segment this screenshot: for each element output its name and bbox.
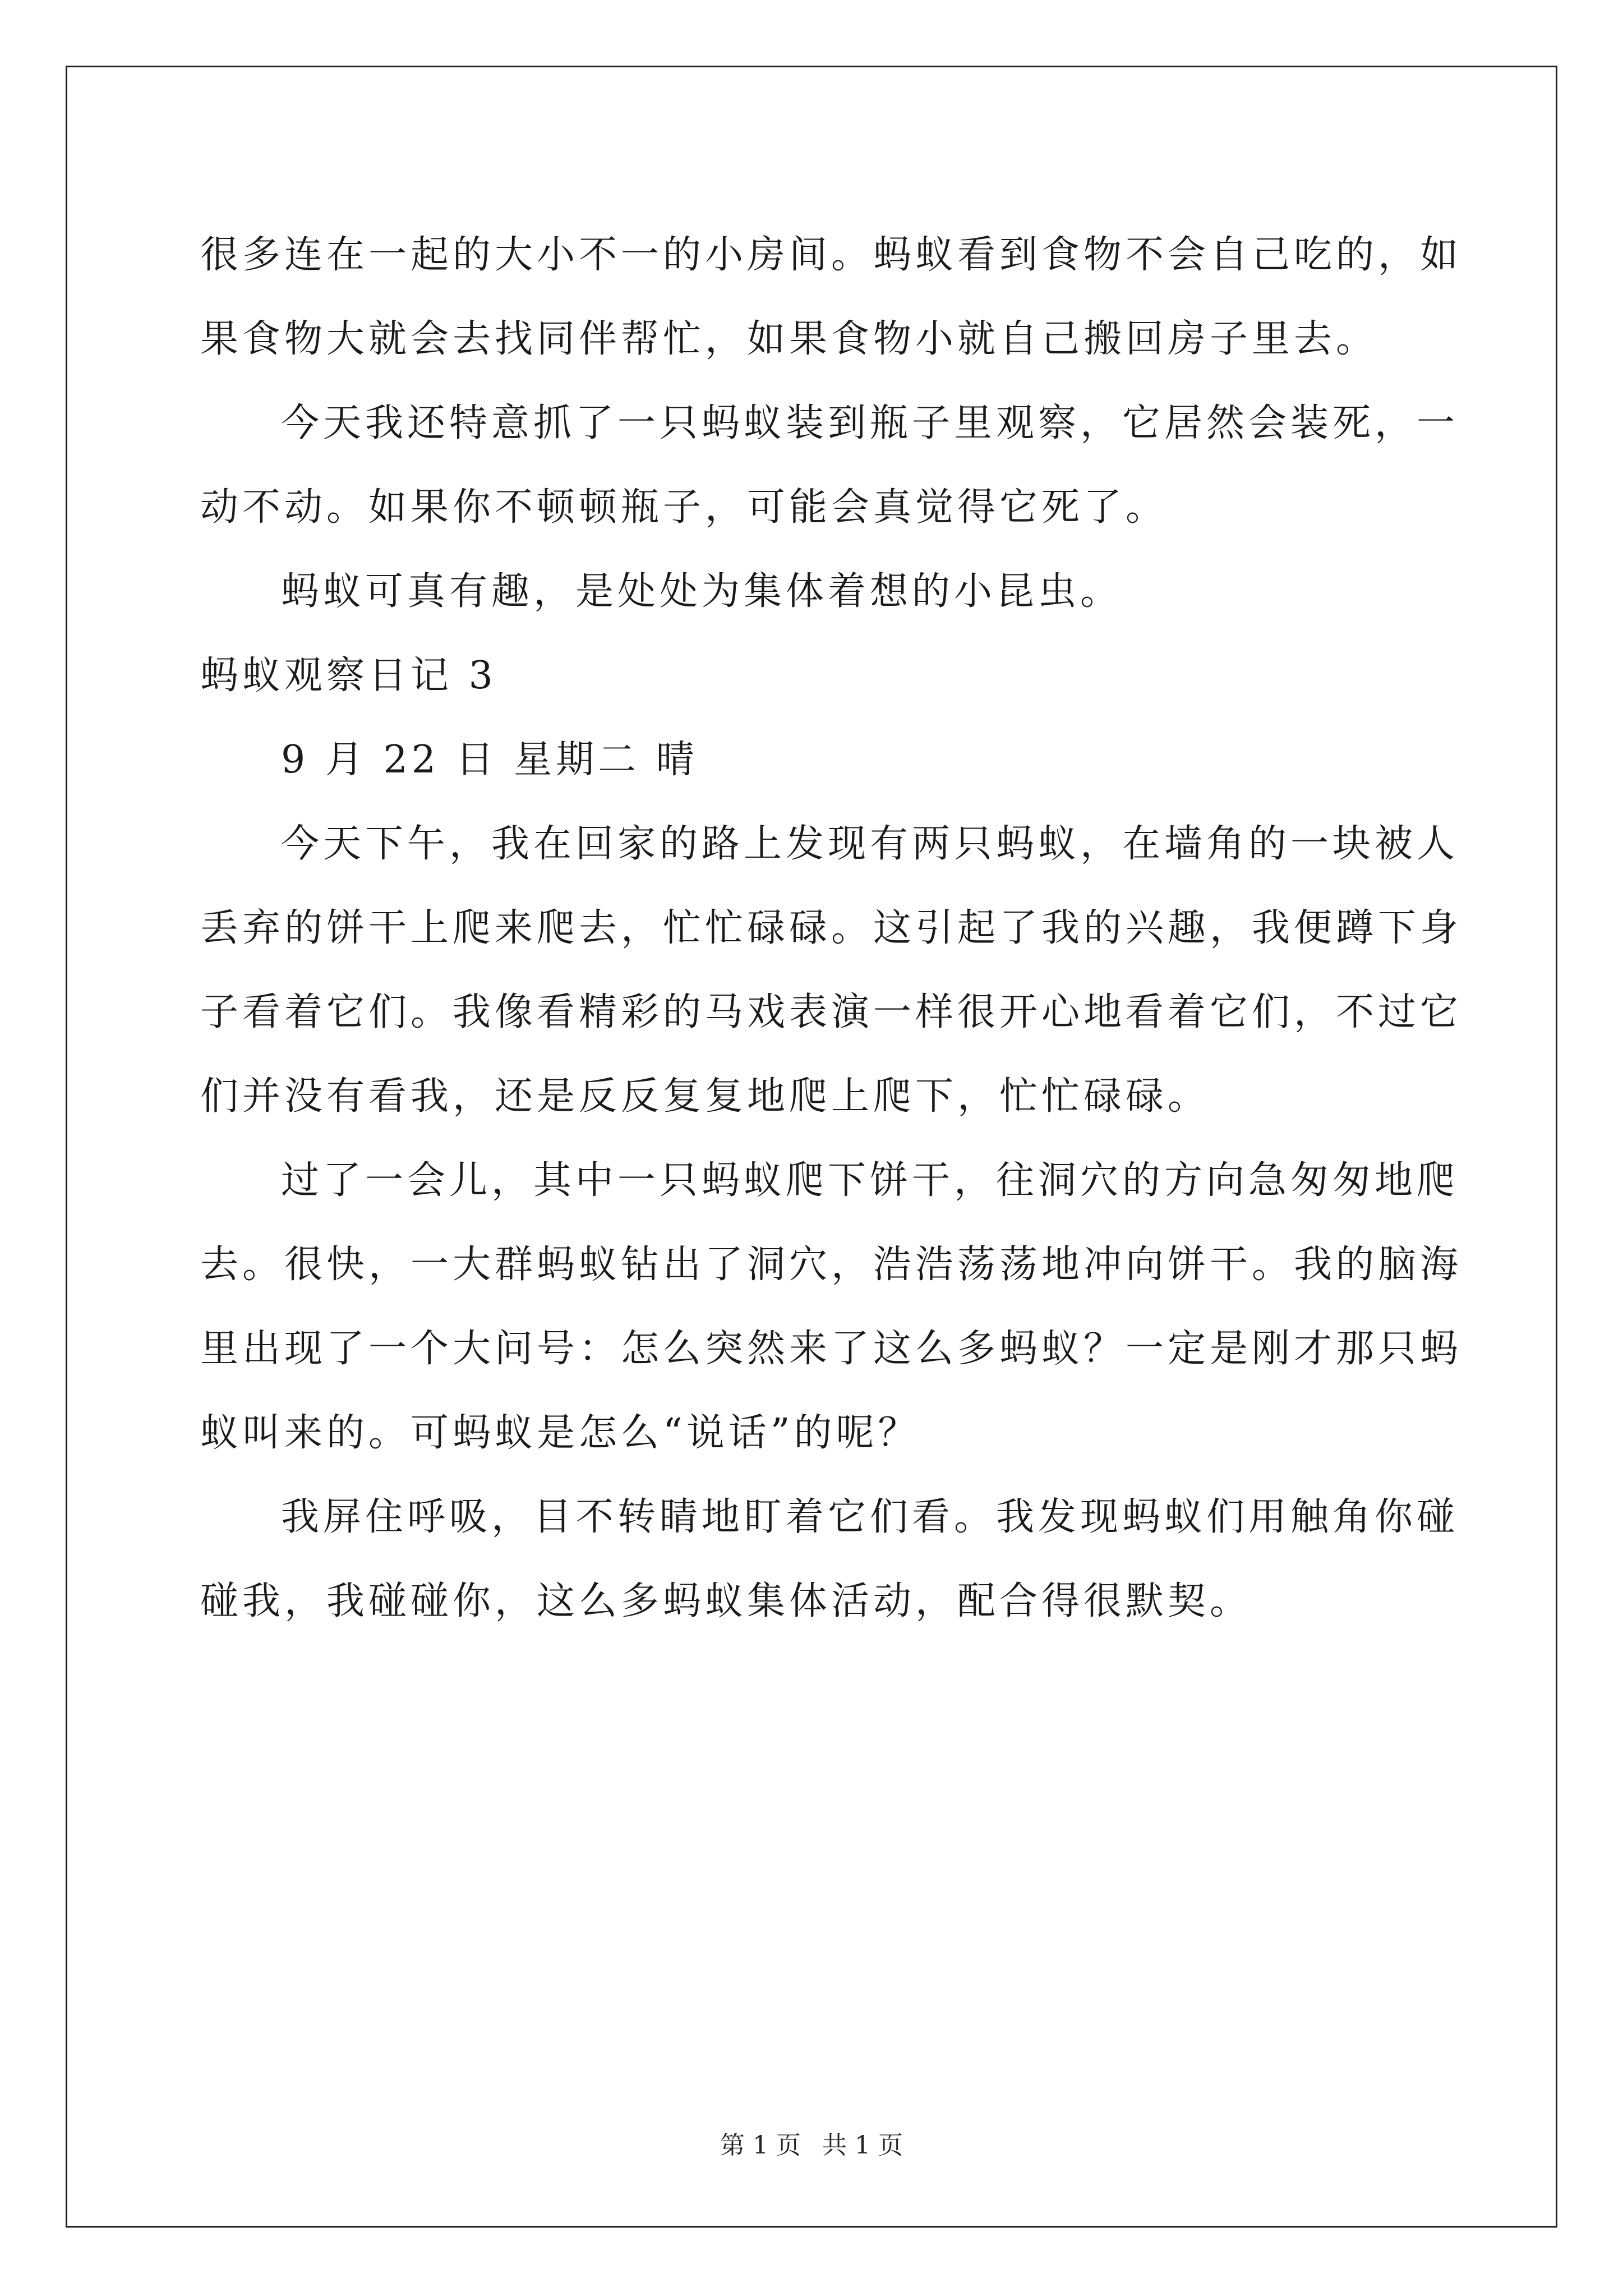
paragraph-start: 今天我还特意抓了一只蚂蚁装到瓶子里观察，它居然会装死，一: [281, 401, 1459, 445]
document-body: [200, 213, 1463, 1644]
text-line: 去。很快，一大群蚂蚁钻出了洞穴，浩浩荡荡地冲向饼干。我的脑海: [200, 1243, 1463, 1287]
paragraph-start: 今天下午，我在回家的路上发现有两只蚂蚁，在墙角的一块被人: [281, 822, 1459, 866]
text-line: 丢弃的饼干上爬来爬去，忙忙碌碌。这引起了我的兴趣，我便蹲下身: [200, 906, 1463, 950]
text-line: 动不动。如果你不顿顿瓶子，可能会真觉得它死了。: [200, 485, 1168, 530]
paragraph-start: 蚂蚁可真有趣，是处处为集体着想的小昆虫。: [281, 569, 1123, 614]
text-line: 很多连在一起的大小不一的小房间。蚂蚁看到食物不会自己吃的，如: [200, 233, 1463, 277]
text-line: 子看着它们。我像看精彩的马戏表演一样很开心地看着它们，不过它: [200, 990, 1463, 1034]
text-line: 蚁叫来的。可蚂蚁是怎么“说话”的呢？: [200, 1411, 920, 1455]
text-line: 碰我，我碰碰你，这么多蚂蚁集体活动，配合得很默契。: [200, 1579, 1252, 1623]
paragraph-start: 过了一会儿，其中一只蚂蚁爬下饼干，往洞穴的方向急匆匆地爬: [281, 1158, 1459, 1203]
date-line: 9 月 22 日 星期二 晴: [281, 738, 698, 782]
paragraph-start: 我屏住呼吸，目不转睛地盯着它们看。我发现蚂蚁们用触角你碰: [281, 1495, 1459, 1539]
page-number: 第 1 页: [720, 2131, 801, 2160]
text-line: 里出现了一个大问号：怎么突然来了这么多蚂蚁？一定是刚才那只蚂: [200, 1327, 1463, 1371]
text-line: 们并没有看我，还是反反复复地爬上爬下，忙忙碌碌。: [200, 1074, 1210, 1119]
page-total: 共 1 页: [822, 2131, 903, 2160]
section-title: 蚂蚁观察日记 3: [200, 654, 497, 698]
text-line: 果食物大就会去找同伴帮忙，如果食物小就自己搬回房子里去。: [200, 317, 1378, 361]
page-footer: [0, 2129, 1623, 2162]
